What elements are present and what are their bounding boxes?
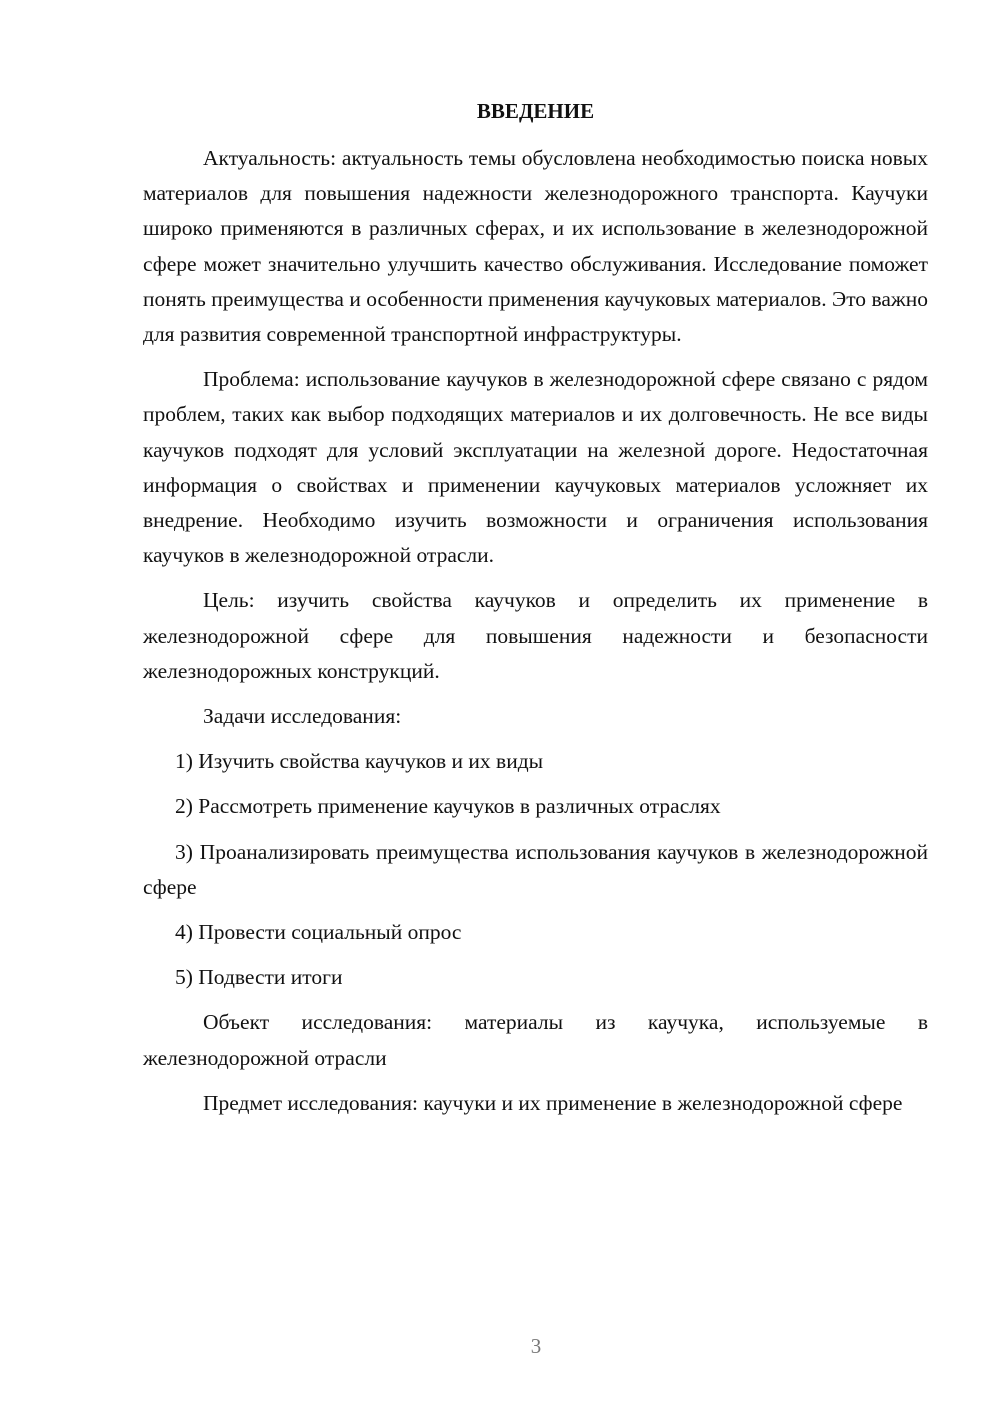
section-heading: ВВЕДЕНИЕ [476, 99, 595, 123]
goal-paragraph: Цель: изучить свойства каучуков и определить их применение в железнодорожной сфере для повышения надежности и безопасности железнодорожных конструкций. [143, 588, 928, 683]
page-number: 3 [530, 1334, 542, 1358]
relevance-paragraph: Актуальность: актуальность темы обусловлена необходимостью поиска новых материалов для повышения надежности железнодорожного транспорта. Каучуки широко применяются в различных сферах, и их использование в железнодорожной сфере может значительно улучшить качество обслуживания. Исследование поможет понять преимущества и особенности применения каучуковых материалов. Это важно для развития современной транспортной инфраструктуры. [143, 146, 928, 347]
tasks-heading: Задачи исследования: [203, 704, 402, 729]
problem-paragraph: Проблема: использование каучуков в железнодорожной сфере связано с рядом проблем, таких как выбор подходящих материалов и их долговечность. Не все виды каучуков подходят для условий эксплуатации на железной дороге. Недостаточная информация о свойствах и применении каучуковых материалов усложняет их внедрение. Необходимо изучить возможности и ограничения использования каучуков в железнодорожной отрасли. [143, 367, 928, 568]
page-content [143, 96, 928, 1131]
task-item: 2) Рассмотреть применение каучуков в различных отраслях [175, 794, 721, 819]
task-item: 3) Проанализировать преимущества использования каучуков в железнодорожной сфере [143, 839, 928, 899]
task-item: 4) Провести социальный опрос [175, 920, 462, 945]
subject-paragraph: Предмет исследования: каучуки и их применение в железнодорожной сфере [203, 1090, 903, 1115]
object-paragraph: Объект исследования: материалы из каучука, используемые в железнодорожной отрасли [143, 1010, 928, 1070]
task-item: 5) Подвести итоги [175, 965, 343, 990]
task-item: 1) Изучить свойства каучуков и их виды [175, 749, 544, 774]
